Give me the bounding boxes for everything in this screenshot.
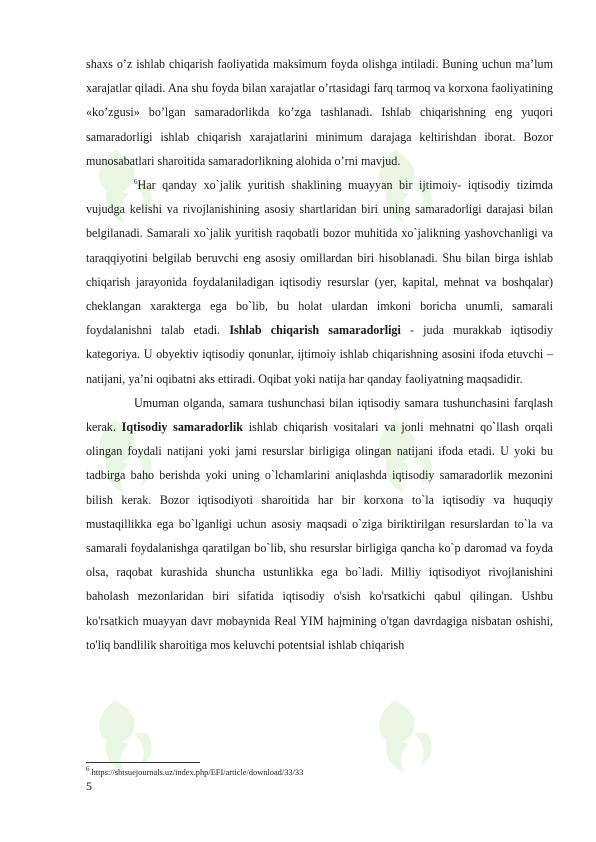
paragraph-2 xyxy=(86,173,553,391)
paragraph-2-text-b: - juda murakkab iqtisodiy kategoriya. U obyektiv iqtisodiy qonunlar, ijtimoiy ishlab chiqarishning asosini ifoda etuvchi – natijani, ya’ni oqibatni aks ettiradi. Oqibat yoki natija har qanday faoliyatning maqsadidir. xyxy=(86,323,553,386)
footnote-divider xyxy=(86,762,200,763)
paragraph-3-text-b: ishlab chiqarish vositalari va jonli mehnatni qo`llash orqali olingan foydali natijani yoki jami resurslar birligiga olingan natijani ifoda etadi. U yoki bu tadbirga baho berishda yoki uning o`lchamlarini aniqlashda iqtisodiy samaradorlik mezonini bilish kerak. Bozor iqtisodiyoti sharoitida har bir korxona to`la iqtisodiy va huquqiy mustaqillikka ega bo`lganligi uchun asosiy maqsadi o`ziga biriktirilgan resurslardan to`la va samarali foydalanishga qaratilgan bo`lib, shu resurslar birligiga qancha ko`p daromad va foyda olsa, raqobat kurashida shuncha ustunlikka ega bo`ladi. Milliy iqtisodiyot rivojlanishini baholash mezonlaridan biri sifatida iqtisodiy o'sish ko'rsatkichi qabul qilingan. Ushbu ko'rsatkich muayyan davr mobaynida Real YIM hajmining o'tgan davrdagiga nisbatan oshishi, to'liq bandlilik sharoitiga mos keluvchi potentsial ishlab chiqarish xyxy=(86,420,554,652)
paragraph-2-bold-term: Ishlab chiqarish samaradorligi xyxy=(229,323,401,338)
footnote-link[interactable]: https://sbtsuejournals.uz/index.php/EFI/article/download/33/33 xyxy=(91,768,304,777)
footnote xyxy=(86,767,553,778)
footnote-ref[interactable]: 6 xyxy=(134,177,138,186)
paragraph-1: shaxs o’z ishlab chiqarish faoliyatida maksimum foyda olishga intiladi. Buning uchun ma’lum xarajatlar qiladi. Ana shu foyda bilan xarajatlar o’rtasidagi farq tarmoq va korxona faoliyatining «ko’zgusi» bo’lgan samaradorlikda ko’zga tashlanadi. Ishlab chiqarishning eng yuqori samaradorligi ishlab chiqarish xarajatlarini minimum darajaga keltirishdan iborat. Bozor munosabatlari sharoitida samaradorlikning alohida o’rni mavjud. xyxy=(86,57,553,168)
paragraph-3 xyxy=(86,391,553,657)
paragraph-3-bold-term: Iqtisodiy samaradorlik xyxy=(121,420,243,435)
page-number: 5 xyxy=(86,779,92,793)
document-body xyxy=(86,52,553,657)
paragraph-2-text-a: Har qanday xo`jalik yuritish shaklining muayyan bir ijtimoiy- iqtisodiy tizimda vujudga kelishi va rivojlanishining asosiy shartlaridan biri uning samaradorligi darajasi bilan belgilanadi. Samarali xo`jalik yuritish raqobatli bozor muhitida xo`jalikning yashovchanligi va taraqqiyotini belgilab beruvchi eng asosiy omillardan biri hisoblanadi. Shu bilan birga ishlab chiqarish jarayonida foydalaniladigan iqtisodiy resurslar (yer, kapital, mehnat va boshqalar) cheklangan xarakterga ega bo`lib, bu holat ulardan imkoni boricha unumli, samarali foydalanishni talab etadi. xyxy=(86,178,553,338)
footnote-number: 6 xyxy=(86,765,90,774)
paragraph-3-text-a: Umuman olganda, samara tushunchasi bilan iqtisodiy samara tushunchasini farqlash kerak. xyxy=(86,395,553,435)
